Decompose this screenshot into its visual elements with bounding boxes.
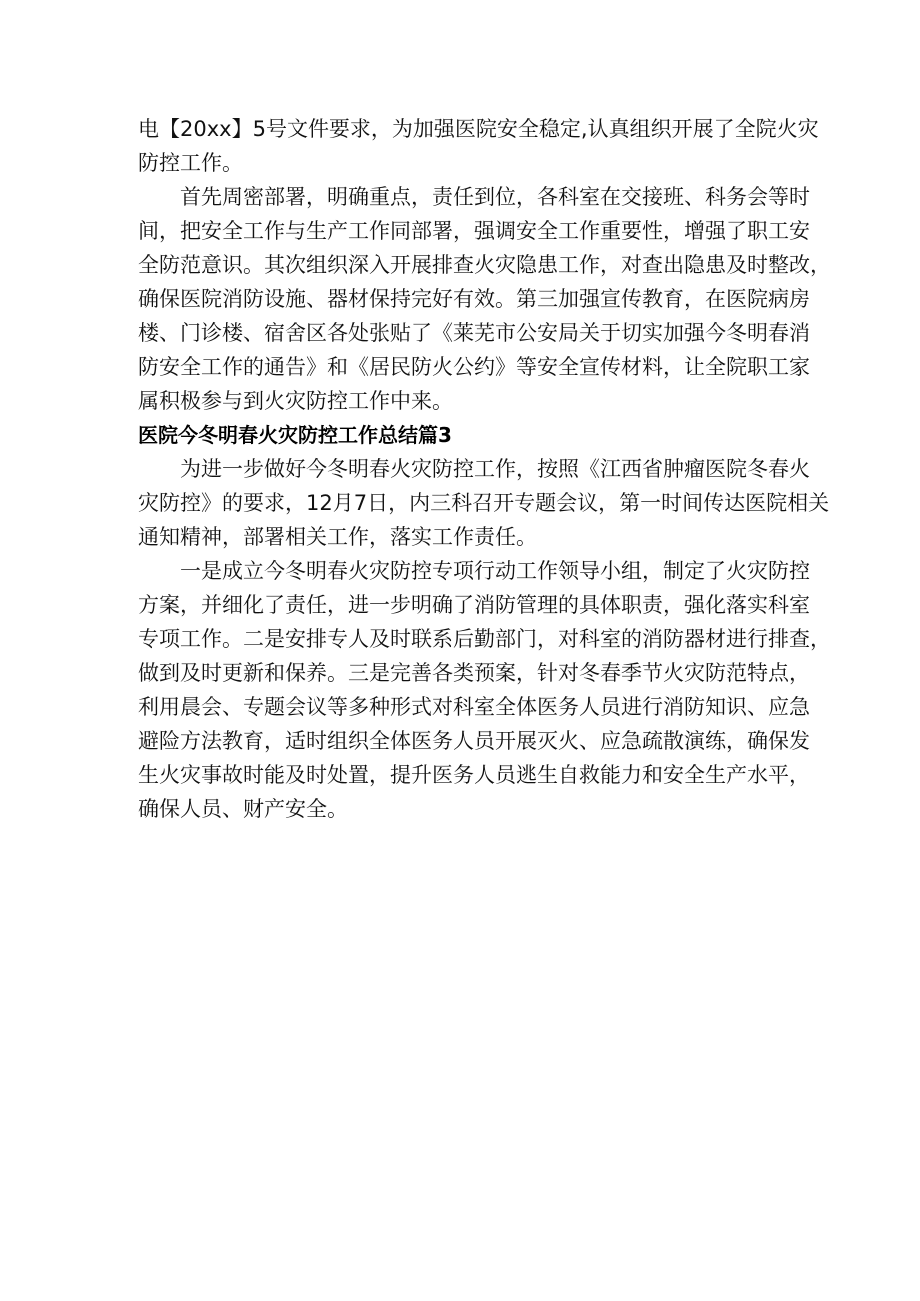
text-line: 生火灾事故时能及时处置，提升医务人员逃生自救能力和安全生产水平， xyxy=(138,763,810,787)
text-line: 防控工作。 xyxy=(138,151,243,175)
paragraph-meeting xyxy=(138,452,830,554)
text-line: 首先周密部署，明确重点，责任到位，各科室在交接班、科务会等时 xyxy=(180,185,810,209)
text-line: 一是成立今冬明春火灾防控专项行动工作领导小组，制定了火灾防控 xyxy=(180,559,810,583)
text-line: 做到及时更新和保养。三是完善各类预案，针对冬春季节火灾防范特点， xyxy=(138,661,810,685)
text-line: 利用晨会、专题会议等多种形式对科室全体医务人员进行消防知识、应急 xyxy=(138,695,810,719)
text-line: 为进一步做好今冬明春火灾防控工作，按照《江西省肿瘤医院冬春火 xyxy=(180,457,810,481)
text-line: 电【20xx】5号文件要求，为加强医院安全稳定,认真组织开展了全院火灾 xyxy=(138,117,819,141)
section-heading: 医院今冬明春火灾防控工作总结篇3 xyxy=(138,423,452,447)
paragraph-measures xyxy=(138,180,831,418)
text-line: 间，把安全工作与生产工作同部署，强调安全工作重要性，增强了职工安 xyxy=(138,219,810,243)
text-line: 防安全工作的通告》和《居民防火公约》等安全宣传材料，让全院职工家 xyxy=(138,355,810,379)
paragraph-actions xyxy=(138,554,831,826)
text-line: 通知精神，部署相关工作，落实工作责任。 xyxy=(138,525,537,549)
paragraph-intro-continuation xyxy=(138,112,819,180)
document-page xyxy=(138,112,831,826)
text-line: 灾防控》的要求，12月7日，内三科召开专题会议，第一时间传达医院相关 xyxy=(138,491,830,515)
text-line: 确保医院消防设施、器材保持完好有效。第三加强宣传教育，在医院病房 xyxy=(138,287,810,311)
text-line: 属积极参与到火灾防控工作中来。 xyxy=(138,389,453,413)
text-line: 避险方法教育，适时组织全体医务人员开展灭火、应急疏散演练，确保发 xyxy=(138,729,810,753)
text-line: 专项工作。二是安排专人及时联系后勤部门，对科室的消防器材进行排查， xyxy=(138,627,831,651)
text-line: 确保人员、财产安全。 xyxy=(138,797,348,821)
text-line: 楼、门诊楼、宿舍区各处张贴了《莱芜市公安局关于切实加强今冬明春消 xyxy=(138,321,810,345)
text-line: 全防范意识。其次组织深入开展排查火灾隐患工作，对查出隐患及时整改， xyxy=(138,253,831,277)
text-line: 方案，并细化了责任，进一步明确了消防管理的具体职责，强化落实科室 xyxy=(138,593,810,617)
